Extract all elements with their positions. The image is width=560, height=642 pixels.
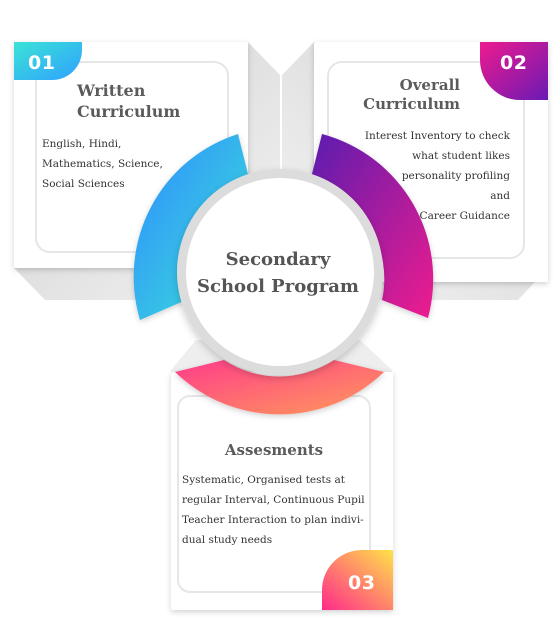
card3-description: [182, 470, 372, 550]
card2-description: [340, 126, 510, 226]
center-label: [183, 246, 373, 300]
card1-title: [77, 80, 180, 122]
card3-number: 03: [348, 572, 376, 594]
card3-text-line: regular Interval, Continuous Pupil: [182, 494, 365, 506]
card1-title-line2: Curriculum: [77, 102, 181, 121]
card2-text-line: Interest Inventory to check: [364, 130, 510, 142]
card3-text-line: dual study needs: [182, 534, 273, 546]
card3-text-line: Systematic, Organised tests at: [182, 474, 345, 486]
card1-text-line: Social Sciences: [42, 178, 125, 190]
card1-title-line1: Written: [77, 81, 146, 100]
card3-title: Assesments: [224, 441, 324, 459]
card1-text-line: English, Hindi,: [42, 138, 122, 150]
card2-text-line: and: [490, 190, 510, 202]
card3-text-line: Teacher Interaction to plan indivi-: [182, 514, 364, 526]
card2-text-line: what student likes: [412, 150, 510, 162]
center-label-line2: School Program: [197, 276, 359, 297]
card1-text-line: Mathematics, Science,: [42, 158, 163, 170]
card2-text-line: Career Guidance: [419, 210, 510, 222]
card2-title: [340, 76, 460, 114]
card1-number: 01: [28, 52, 56, 74]
card2-number: 02: [500, 52, 528, 74]
card2-title-line2: Curriculum: [363, 95, 460, 113]
card2-title-line1: Overall: [399, 76, 460, 94]
center-label-line1: Secondary: [225, 249, 331, 270]
card2-text-line: personality profiling: [401, 170, 510, 182]
card1-description: [42, 134, 163, 194]
